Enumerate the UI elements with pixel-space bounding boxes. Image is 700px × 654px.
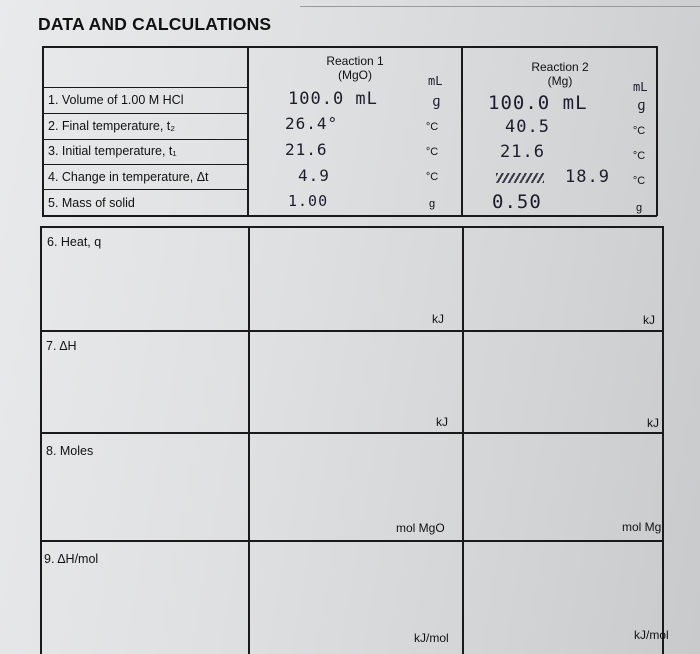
r1-initial-temp-unit: °C xyxy=(425,146,439,158)
r1-final-temp-unit: °C xyxy=(425,121,439,133)
dh-per-mol-unit-r1: kJ/mol xyxy=(414,631,449,645)
delta-h-unit-r1: kJ xyxy=(436,415,448,429)
r2-mass-value: 0.50 xyxy=(492,191,542,213)
r1-mass-value: 1.00 xyxy=(288,192,329,210)
col-divider-1 xyxy=(247,46,249,216)
row-line-1 xyxy=(42,87,248,88)
r1-change-temp-unit: °C xyxy=(425,171,439,183)
r2-change-temp-value: 18.9 xyxy=(565,167,610,187)
reaction1-title: Reaction 1 xyxy=(326,54,384,68)
top-rule xyxy=(300,6,700,7)
moles-unit-r2: mol Mg xyxy=(622,520,662,534)
table-border-right xyxy=(656,46,658,216)
reaction2-title: Reaction 2 xyxy=(531,60,589,74)
table-border-left xyxy=(42,46,44,216)
lower-row-line-1 xyxy=(40,330,664,332)
reaction1-unit-handwritten: mL xyxy=(428,74,443,88)
lower-row-line-3 xyxy=(40,540,664,542)
lower-col-divider-1 xyxy=(248,226,250,654)
r2-crossed-out-scribble xyxy=(496,173,544,183)
r2-final-temp-value: 40.5 xyxy=(505,117,550,137)
table-border-top xyxy=(42,46,657,48)
r1-volume-unit-mark: ɡ xyxy=(432,94,441,110)
row-label-change-temp: 4. Change in temperature, Δt xyxy=(48,170,209,184)
row-line-4 xyxy=(42,164,248,165)
r1-mass-unit: g xyxy=(428,198,436,210)
r1-volume-value: 100.0 mL xyxy=(288,89,378,109)
reaction2-unit-handwritten: mL xyxy=(633,80,648,94)
heat-unit-r1: kJ xyxy=(432,312,444,326)
row-label-delta-h-per-mol: 9. ΔH/mol xyxy=(44,552,99,566)
r2-mass-unit: g xyxy=(635,202,643,214)
lower-row-line-2 xyxy=(40,432,664,434)
r2-volume-unit-mark: ɡ xyxy=(637,98,646,114)
table-border-bottom xyxy=(42,215,657,217)
moles-unit-r1: mol MgO xyxy=(396,521,445,535)
row-label-moles: 8. Moles xyxy=(46,444,94,458)
r2-change-temp-unit: °C xyxy=(632,175,646,187)
lower-table-right xyxy=(662,226,664,654)
r2-initial-temp-value: 21.6 xyxy=(500,142,545,162)
r2-volume-value: 100.0 mL xyxy=(488,92,588,114)
page-title: DATA AND CALCULATIONS xyxy=(38,14,272,34)
heat-unit-r2: kJ xyxy=(643,313,655,327)
row-label-final-temp: 2. Final temperature, t₂ xyxy=(48,119,176,133)
row-label-delta-h: 7. ΔH xyxy=(46,339,77,353)
lower-table-top xyxy=(40,226,664,228)
row-line-3 xyxy=(42,139,248,140)
delta-h-unit-r2: kJ xyxy=(647,416,659,430)
reaction1-header xyxy=(300,54,410,82)
lower-col-divider-2 xyxy=(462,226,464,654)
r1-initial-temp-value: 21.6 xyxy=(285,140,328,159)
row-label-mass: 5. Mass of solid xyxy=(48,196,135,210)
r2-initial-temp-unit: °C xyxy=(632,150,646,162)
reaction2-header xyxy=(505,60,615,88)
row-label-initial-temp: 3. Initial temperature, t₁ xyxy=(48,144,177,158)
r1-change-temp-value: 4.9 xyxy=(298,166,330,185)
row-label-volume: 1. Volume of 1.00 M HCl xyxy=(48,93,184,107)
reaction2-solid: (Mg) xyxy=(547,74,573,88)
reaction1-solid: (MgO) xyxy=(338,68,372,82)
lower-table-left xyxy=(40,226,42,654)
row-label-heat: 6. Heat, q xyxy=(47,235,102,249)
r1-final-temp-value: 26.4° xyxy=(285,114,339,133)
row-line-2 xyxy=(42,113,248,114)
col-divider-2 xyxy=(461,46,463,216)
r2-final-temp-unit: °C xyxy=(632,125,646,137)
dh-per-mol-unit-r2: kJ/mol xyxy=(634,628,669,642)
row-line-5 xyxy=(42,189,248,190)
